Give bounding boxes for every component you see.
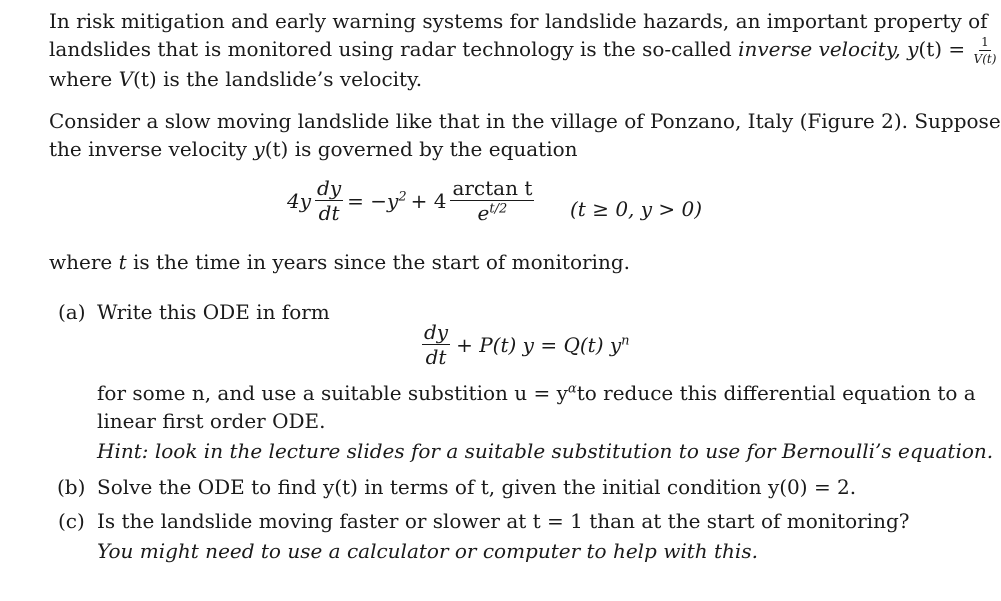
fraction-numerator: 1 bbox=[981, 35, 989, 49]
paragraph1-line1: In risk mitigation and early warning systems for landslide hazards, an important property of bbox=[49, 9, 988, 33]
bernoulli-form-equation bbox=[422, 322, 630, 367]
eq-plus: + 4 bbox=[410, 188, 447, 213]
inverse-velocity-arg: (t) = bbox=[918, 37, 966, 61]
bernoulli-rest-text: + P(t) y = Q(t) y bbox=[456, 332, 622, 357]
paragraph3-post: is the time in years since the start of monitoring. bbox=[133, 250, 630, 274]
part-a-line2 bbox=[97, 380, 976, 406]
eq-mid-text: = −y bbox=[347, 188, 399, 213]
paragraph1-line2-text: landslides that is monitored using radar technology is the so-called bbox=[49, 37, 732, 61]
eq-den-base: e bbox=[477, 201, 490, 225]
bernoulli-derivative bbox=[422, 322, 450, 367]
part-a-label: (a) bbox=[58, 300, 86, 324]
paragraph1-line3-pre: where bbox=[49, 67, 113, 91]
bernoulli-exp: n bbox=[621, 332, 630, 348]
equation-condition: (t ≥ 0, y > 0) bbox=[570, 197, 703, 221]
bernoulli-dy: dy bbox=[424, 320, 449, 344]
paragraph2-line2-post: is governed by the equation bbox=[294, 137, 578, 161]
bernoulli-rest bbox=[456, 333, 629, 357]
inverse-velocity-fraction bbox=[972, 36, 999, 65]
eq-mid-exp: 2 bbox=[398, 188, 407, 204]
inverse-velocity-term: inverse velocity, bbox=[738, 37, 901, 61]
paragraph1-line3 bbox=[49, 66, 422, 92]
part-c-label: (c) bbox=[58, 509, 85, 533]
paragraph2-line1: Consider a slow moving landslide like that in the village of Ponzano, Italy (Figure 2). Suppose bbox=[49, 109, 1001, 133]
paragraph1-line2 bbox=[49, 35, 997, 66]
eq-dt: dt bbox=[318, 201, 340, 225]
part-c-text: Is the landslide moving faster or slower at t = 1 than at the start of monitoring? bbox=[97, 509, 910, 533]
part-a-line3: linear first order ODE. bbox=[97, 409, 326, 433]
part-a-line2-text: for some n, and use a suitable substition u = y bbox=[97, 381, 568, 405]
eq-lhs-coef: 4y bbox=[287, 188, 312, 213]
eq-arctan-fraction bbox=[450, 178, 534, 223]
paragraph2-line2-pre: the inverse velocity bbox=[49, 137, 248, 161]
part-c-note: You might need to use a calculator or computer to help with this. bbox=[97, 539, 758, 563]
fraction-denominator: V(t) bbox=[973, 52, 997, 66]
velocity-symbol: V bbox=[118, 67, 134, 91]
eq-exp-den bbox=[476, 201, 510, 223]
part-b-label: (b) bbox=[57, 475, 86, 499]
inverse-velocity-symbol: y bbox=[907, 37, 919, 61]
paragraph3 bbox=[49, 249, 630, 275]
velocity-arg: (t) bbox=[133, 67, 157, 91]
t-symbol: t bbox=[118, 250, 127, 274]
part-a-line2-post: to reduce this differential equation to a bbox=[576, 381, 976, 405]
part-a-line2-left bbox=[97, 380, 577, 406]
paragraph3-pre: where bbox=[49, 250, 113, 274]
part-a-hint: Hint: look in the lecture slides for a suitable substitution to use for Bernoulli’s equation. bbox=[97, 439, 994, 463]
eq-dy: dy bbox=[317, 176, 342, 200]
eq-den-exp: t/2 bbox=[489, 201, 508, 217]
governing-equation bbox=[287, 178, 534, 223]
bernoulli-dt: dt bbox=[425, 345, 447, 369]
paragraph2-line2 bbox=[49, 136, 578, 162]
part-b-text: Solve the ODE to find y(t) in terms of t, given the initial condition y(0) = 2. bbox=[97, 475, 857, 499]
y-arg: (t) bbox=[264, 137, 289, 161]
eq-mid bbox=[347, 189, 406, 213]
part-a-alpha: α bbox=[567, 381, 577, 397]
eq-arctan: arctan t bbox=[452, 176, 533, 200]
y-symbol: y bbox=[253, 137, 265, 161]
eq-derivative bbox=[315, 178, 343, 223]
paragraph1-line3-post: is the landslide’s velocity. bbox=[163, 67, 423, 91]
part-a-intro: Write this ODE in form bbox=[97, 300, 330, 324]
